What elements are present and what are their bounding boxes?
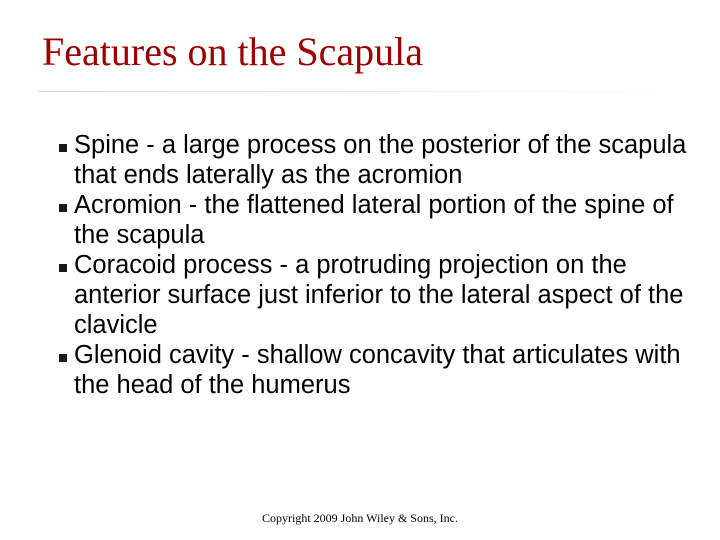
- square-bullet-icon: [59, 354, 67, 362]
- bullet-item-coracoid-process: [60, 250, 690, 340]
- square-bullet-icon: [59, 144, 67, 152]
- bullet-text: Coracoid process - a protruding projection on the anterior surface just inferior to the lateral aspect of the clavicle: [74, 251, 684, 339]
- copyright-footer: Copyright 2009 John Wiley & Sons, Inc.: [262, 511, 458, 525]
- bullet-item-spine: [60, 130, 690, 190]
- title-divider: [38, 91, 678, 92]
- bullet-list: [60, 130, 690, 400]
- bullet-item-acromion: [60, 190, 690, 250]
- bullet-text: Glenoid cavity - shallow concavity that articulates with the head of the humerus: [74, 341, 681, 399]
- bullet-text: Acromion - the flattened lateral portion of the spine of the scapula: [74, 191, 674, 249]
- square-bullet-icon: [59, 204, 67, 212]
- square-bullet-icon: [59, 264, 67, 272]
- bullet-item-glenoid-cavity: [60, 340, 690, 400]
- slide-title: Features on the Scapula: [42, 29, 423, 74]
- bullet-text: Spine - a large process on the posterior of the scapula that ends laterally as the acromion: [74, 131, 687, 189]
